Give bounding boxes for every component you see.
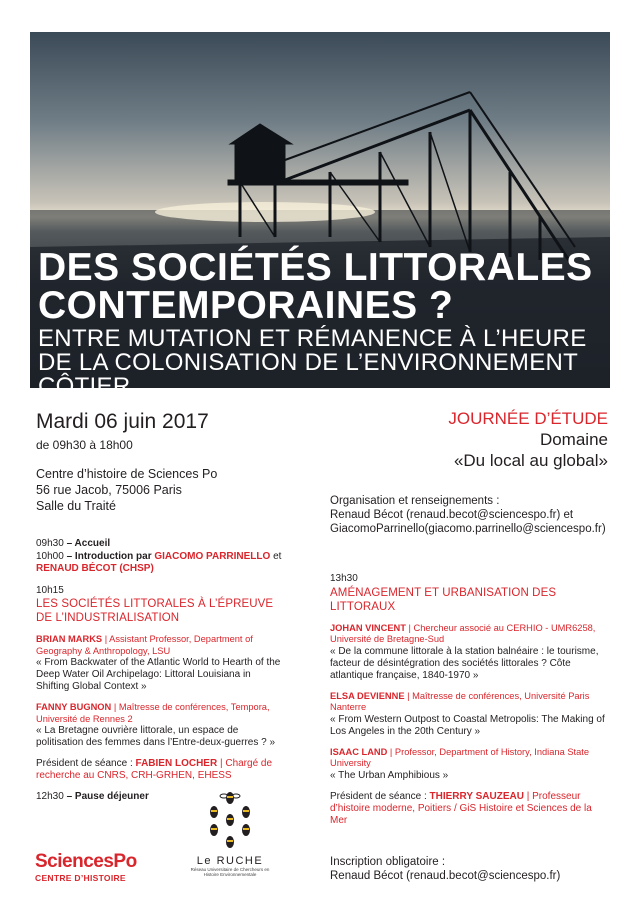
accueil-label: – Accueil: [63, 538, 111, 549]
intro-item: [36, 551, 286, 576]
ruche-subtitle: Réseau Universitaire de Chercheurs en Histoire Environnementale: [190, 867, 270, 877]
event-venue: [36, 466, 217, 514]
sciencespo-logo: [35, 851, 137, 883]
talk-title: « From Western Outpost to Coastal Metropolis: The Making of Los Angeles in the 20th Century »: [330, 713, 605, 737]
sciencespo-name: SciencesPo: [35, 851, 137, 872]
ruche-name: Le RUCHE: [196, 855, 264, 867]
journee-theme: «Du local au global»: [453, 451, 608, 470]
intro-speaker: RENAUD BÉCOT (CHSP): [36, 563, 154, 574]
session-time: 13h30: [330, 573, 358, 584]
speaker: [330, 691, 610, 714]
chair-affiliation: | Chargé de recherche au CNRS, CRH-GRHEN, EHESS: [36, 758, 273, 781]
chair-label: Président de séance :: [330, 790, 430, 802]
event-time: de 09h30 à 18h00: [36, 438, 133, 452]
bee-emblem-icon: [200, 790, 260, 848]
chair-name: THIERRY SAUZEAU: [429, 790, 524, 802]
lunch-time: 12h30: [36, 791, 64, 802]
sciencespo-subtitle: CENTRE D’HISTOIRE: [35, 873, 126, 883]
speaker-name: JOHAN VINCENT: [330, 622, 406, 633]
morning-program: [36, 538, 286, 804]
speaker: [36, 702, 286, 725]
speaker-affiliation: | Professor, Department of History, Indiana State University: [330, 746, 590, 768]
speaker-affiliation: | Maîtresse de conférences, Tempora, Université de Rennes 2: [36, 702, 270, 724]
session-title: AMÉNAGEMENT ET URBANISATION DES LITTORAUX: [330, 586, 557, 613]
journee-block: [448, 408, 608, 471]
page-subtitle: ENTRE MUTATION ET RÉMANENCE À L’HEURE DE LA COLONISATION DE L’ENVIRONNEMENT CÔTIER: [38, 325, 587, 400]
speaker-name: ELSA DEVIENNE: [330, 690, 405, 701]
talk-title: « La Bretagne ouvrière littorale, un espace de politisation des femmes dans l’Entre-deux-guerres ? »: [36, 725, 276, 748]
inscription-block: [330, 855, 560, 883]
lunch-label: – Pause déjeuner: [63, 791, 149, 802]
talk-title: « From Backwater of the Atlantic World to Hearth of the Deep Water Oil Archipelago: Littoral Louisiana in Shifting Global Context »: [36, 657, 281, 692]
speaker-affiliation: | Assistant Professor, Department of Geography & Anthropology, LSU: [36, 634, 253, 656]
speaker-name: ISAAC LAND: [330, 746, 388, 757]
speaker-name: FANNY BUGNON: [36, 702, 112, 712]
chair-name: FABIEN LOCHER: [135, 758, 218, 769]
intro-and: et: [270, 550, 282, 562]
speaker-affiliation: | Maîtresse de conférences, Université Paris Nanterre: [330, 690, 590, 712]
chair-label: Président de séance :: [36, 758, 136, 769]
chair: [36, 758, 286, 782]
organisation-block: [330, 494, 606, 536]
ruche-logo: [190, 790, 270, 877]
speaker: [36, 634, 286, 657]
talk-title: « De la commune littorale à la station balnéaire : le tourisme, facteur de désintégration des sociétés littorales ? Côte atlantique française, 1840-1970 »: [330, 645, 599, 681]
chair-affiliation: | Professeur d’histoire moderne, Poitiers / GiS Histoire et Sciences de la Mer: [330, 790, 592, 826]
journee-domain: Domaine: [539, 430, 608, 449]
session-title: LES SOCIÉTÉS LITTORALES À L’ÉPREUVE DE L’INDUSTRIALISATION: [36, 598, 274, 624]
event-date: Mardi 06 juin 2017: [36, 410, 209, 433]
accueil-item: [36, 538, 286, 551]
intro-speaker: GIACOMO PARRINELLO: [154, 550, 271, 562]
organisation-line: GiacomoParrinello(giacomo.parrinello@sciencespo.fr): [330, 523, 606, 535]
chair: [330, 791, 610, 827]
venue-line: Centre d’histoire de Sciences Po: [36, 467, 218, 481]
intro-time: 10h00: [36, 550, 64, 562]
venue-line: 56 rue Jacob, 75006 Paris: [36, 483, 182, 497]
speaker: [330, 623, 610, 646]
inscription-contact: Renaud Bécot (renaud.becot@sciencespo.fr): [330, 870, 561, 882]
page-title-line1: DES SOCIÉTÉS LITTORALES: [38, 246, 593, 289]
venue-line: Salle du Traité: [36, 499, 116, 513]
talk-title: « The Urban Amphibious »: [330, 769, 449, 781]
speaker-name: BRIAN MARKS: [36, 634, 103, 644]
intro-label: – Introduction par: [63, 550, 155, 562]
organisation-heading: Organisation et renseignements :: [330, 495, 500, 507]
organisation-line: Renaud Bécot (renaud.becot@sciencespo.fr) et: [330, 509, 574, 521]
speaker: [330, 747, 610, 770]
speaker-affiliation: | Chercheur associé au CERHIO - UMR6258, Université de Bretagne-Sud: [330, 622, 596, 644]
accueil-time: 09h30: [36, 538, 64, 549]
afternoon-program: [330, 573, 610, 827]
inscription-label: Inscription obligatoire :: [330, 856, 446, 868]
session-time: 10h15: [36, 584, 64, 596]
journee-label: JOURNÉE D’ÉTUDE: [448, 409, 608, 428]
page-title-line2: CONTEMPORAINES ?: [38, 284, 454, 327]
